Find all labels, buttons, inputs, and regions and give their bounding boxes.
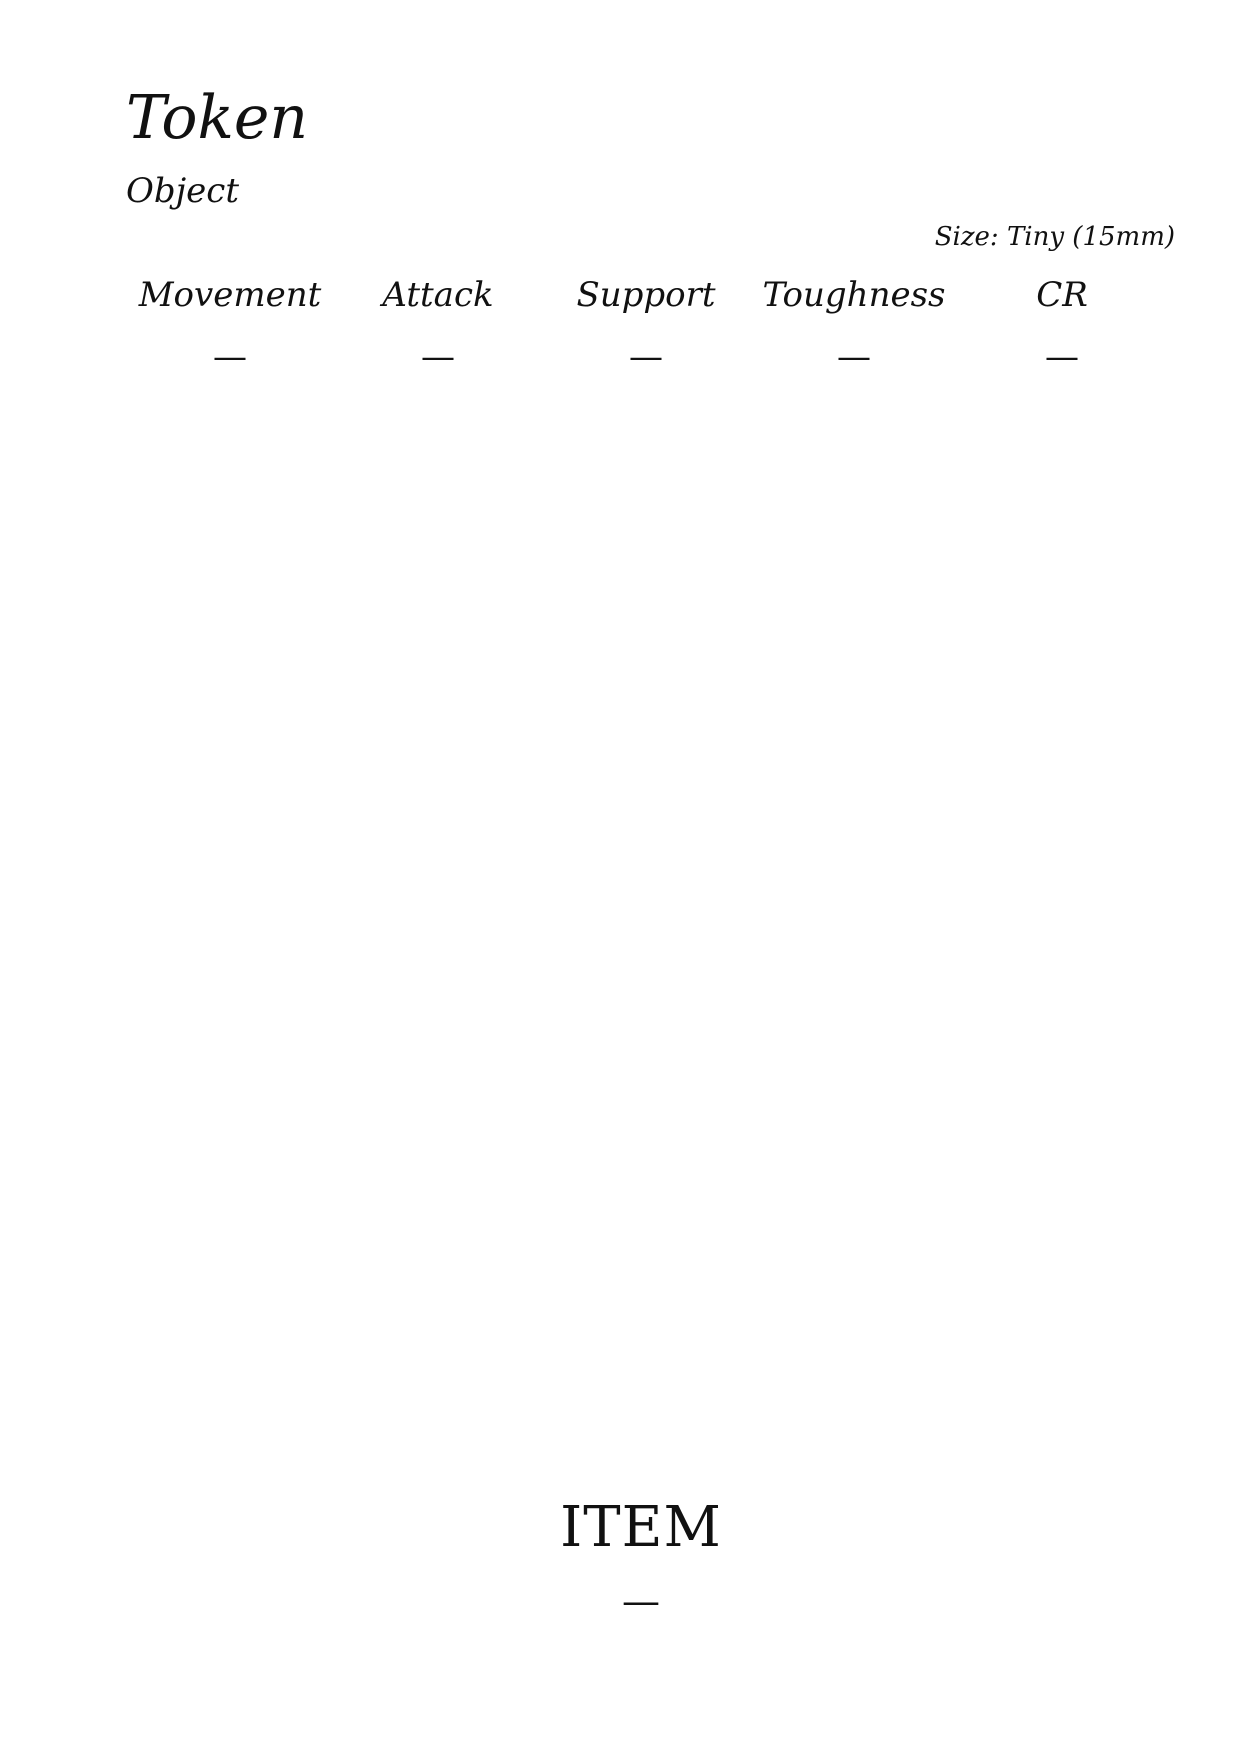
stat-label: Support: [576, 275, 716, 315]
size-label: Size: Tiny (15mm): [934, 222, 1175, 252]
stats-row: [126, 275, 1166, 377]
stat-value: —: [629, 337, 663, 377]
page-subtitle: Object: [126, 171, 240, 211]
stat-attack: [334, 275, 542, 377]
stat-value: —: [213, 337, 247, 377]
stat-value: —: [837, 337, 871, 377]
item-section-title: ITEM: [560, 1495, 722, 1560]
page-title: Token: [126, 83, 308, 153]
stat-toughness: [750, 275, 958, 377]
stat-label: CR: [1036, 275, 1088, 315]
stat-label: Toughness: [762, 275, 946, 315]
stat-movement: [126, 275, 334, 377]
stat-support: [542, 275, 750, 377]
stat-value: —: [1045, 337, 1079, 377]
stat-label: Movement: [138, 275, 322, 315]
stat-cr: [958, 275, 1166, 377]
stat-label: Attack: [382, 275, 494, 315]
stat-value: —: [421, 337, 455, 377]
item-section-value: —: [622, 1579, 660, 1623]
